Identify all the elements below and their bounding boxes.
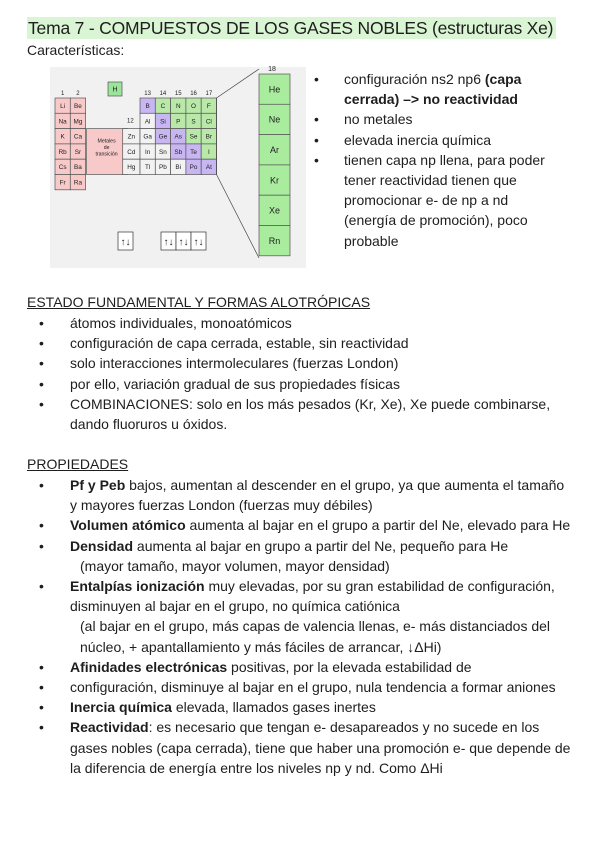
- element-he-label: He: [268, 84, 281, 95]
- list-item: • configuración, disminuye al bajar en el grupo, nula tendencia a formar aniones: [38, 677, 574, 697]
- element-na-label: Na: [58, 118, 67, 126]
- element-k-label: K: [60, 133, 65, 141]
- element-b-label: B: [145, 102, 150, 110]
- group-18-header: 18: [268, 66, 276, 73]
- element-se-label: Se: [189, 133, 198, 141]
- list-item: • configuración de capa cerrada, estable, sin reactividad: [38, 333, 574, 353]
- list-item: • por ello, variación gradual de sus propiedades físicas: [38, 374, 574, 394]
- list-item: • Inercia química elevada, llamados gases inertes: [38, 697, 574, 717]
- element-al-label: Al: [144, 118, 151, 126]
- list-item: • átomos individuales, monoatómicos: [38, 313, 574, 333]
- periodic-table: [50, 62, 306, 268]
- element-ar-label: Ar: [270, 144, 279, 155]
- list-item: • no metales: [314, 109, 564, 129]
- list-item: • Pf y Peb bajos, aumentan al descender en el grupo, ya que aumenta el tamaño y mayores fuerzas London (fuerzas muy débiles): [38, 475, 574, 515]
- element-in-label: In: [144, 148, 151, 156]
- list-item: • tienen capa np llena, para poder tener reactividad tienen que promocionar e- de np a nd (energía de promoción), poco probable: [314, 150, 564, 251]
- orbital-arrows: ↑↓: [178, 237, 189, 248]
- list-item: • Afinidades electrónicas positivas, por la elevada estabilidad de: [38, 657, 574, 677]
- orbital-arrows: ↑↓: [163, 237, 174, 248]
- element-ge-label: Ge: [158, 133, 168, 141]
- list-item: • Volumen atómico aumenta al bajar en el grupo a partir del Ne, elevado para He: [38, 515, 574, 535]
- element-ba-label: Ba: [74, 164, 82, 172]
- col-header: 1: [60, 91, 65, 97]
- element-s-label: S: [191, 118, 196, 126]
- element-kr-label: Kr: [270, 175, 279, 186]
- element-i-label: I: [207, 148, 210, 156]
- element-rn-label: Rn: [268, 235, 281, 246]
- list-item: • COMBINACIONES: solo en los más pesados (Kr, Xe), Xe puede combinarse, dando fluoruros u óxidos.: [38, 394, 574, 434]
- element-ra-label: Ra: [73, 179, 83, 187]
- element-o-label: O: [191, 102, 197, 110]
- list-item: • configuración ns2 np6 (capa cerrada) –> no reactividad: [314, 69, 564, 109]
- list-item: • Densidad aumenta al bajar en grupo a partir del Ne, pequeño para He (mayor tamaño, mayor volumen, mayor densidad): [38, 536, 574, 576]
- orbital-arrows: ↑↓: [120, 237, 131, 248]
- list-item: • elevada inercia química: [314, 130, 564, 150]
- col-header: 16: [190, 91, 197, 97]
- element-li-label: Li: [60, 102, 66, 110]
- element-n-label: N: [175, 102, 181, 110]
- element-sn-label: Sn: [159, 148, 167, 156]
- element-cs-label: Cs: [58, 164, 67, 172]
- orbital-arrows: ↑↓: [193, 237, 204, 248]
- list-item: • Entalpías ionización muy elevadas, por su gran estabilidad de configuración, disminuyen al bajar en el grupo, no química catiónica (al bajar en el grupo, más capas de valencia llenas, e- más distanciados del núcleo, + apantallamiento y más fáciles de arrancar, ↓ΔHi): [38, 576, 574, 657]
- element-at-label: At: [205, 164, 212, 172]
- element-as-label: As: [174, 133, 182, 141]
- transition-label: de: [103, 145, 110, 152]
- element-ca-label: Ca: [73, 133, 83, 141]
- element-h-label: H: [112, 86, 118, 94]
- propiedades-list: [38, 475, 574, 778]
- element-br-label: Br: [205, 133, 213, 141]
- element-ga-label: Ga: [143, 133, 152, 141]
- transition-label: transición: [95, 151, 118, 158]
- element-c-label: C: [160, 102, 166, 110]
- characteristics-list: [314, 69, 564, 251]
- col-header: 15: [174, 91, 182, 97]
- element-xe-label: Xe: [268, 205, 281, 216]
- element-hg-label: Hg: [127, 164, 136, 172]
- transition-label: Metales: [97, 138, 116, 145]
- section-heading-estado: ESTADO FUNDAMENTAL Y FORMAS ALOTRÓPICAS: [27, 294, 371, 310]
- element-cd-label: Cd: [127, 148, 136, 156]
- element-zn-label: Zn: [127, 133, 136, 141]
- element-te-label: Te: [190, 148, 197, 156]
- element-p-label: P: [176, 118, 181, 126]
- element-bi-label: Bi: [175, 164, 182, 172]
- element-sr-label: Sr: [74, 148, 82, 156]
- subtitle: Características:: [27, 42, 125, 58]
- col-header: 17: [205, 91, 213, 97]
- element-cl-label: Cl: [205, 118, 212, 126]
- col-header-12: 12: [127, 118, 134, 125]
- element-f-label: F: [206, 102, 211, 110]
- element-be-label: Be: [74, 102, 82, 110]
- element-si-label: Si: [160, 118, 166, 126]
- element-po-label: Po: [189, 164, 198, 172]
- list-item: • Reactividad: es necesario que tengan e- desapareados y no sucede en los gases nobles (capa cerrada), tiene que haber una promoción e- que depende de la diferencia de energía entre los niveles np y nd. Como ΔHi: [38, 717, 574, 778]
- section-heading-propiedades: PROPIEDADES: [27, 456, 129, 472]
- element-fr-label: Fr: [59, 179, 66, 187]
- element-sb-label: Sb: [174, 148, 183, 156]
- page-title: Tema 7 - COMPUESTOS DE LOS GASES NOBLES (estructuras Xe): [27, 17, 556, 39]
- element-tl-label: Tl: [144, 164, 151, 172]
- estado-list: [38, 313, 574, 434]
- list-item: • solo interacciones intermoleculares (fuerzas London): [38, 353, 574, 373]
- element-ne-label: Ne: [268, 114, 281, 125]
- col-header: 2: [76, 91, 80, 97]
- element-pb-label: Pb: [159, 164, 167, 172]
- col-header: 13: [144, 91, 151, 97]
- element-mg-label: Mg: [73, 118, 83, 126]
- col-header: 14: [159, 91, 167, 97]
- element-rb-label: Rb: [58, 148, 67, 156]
